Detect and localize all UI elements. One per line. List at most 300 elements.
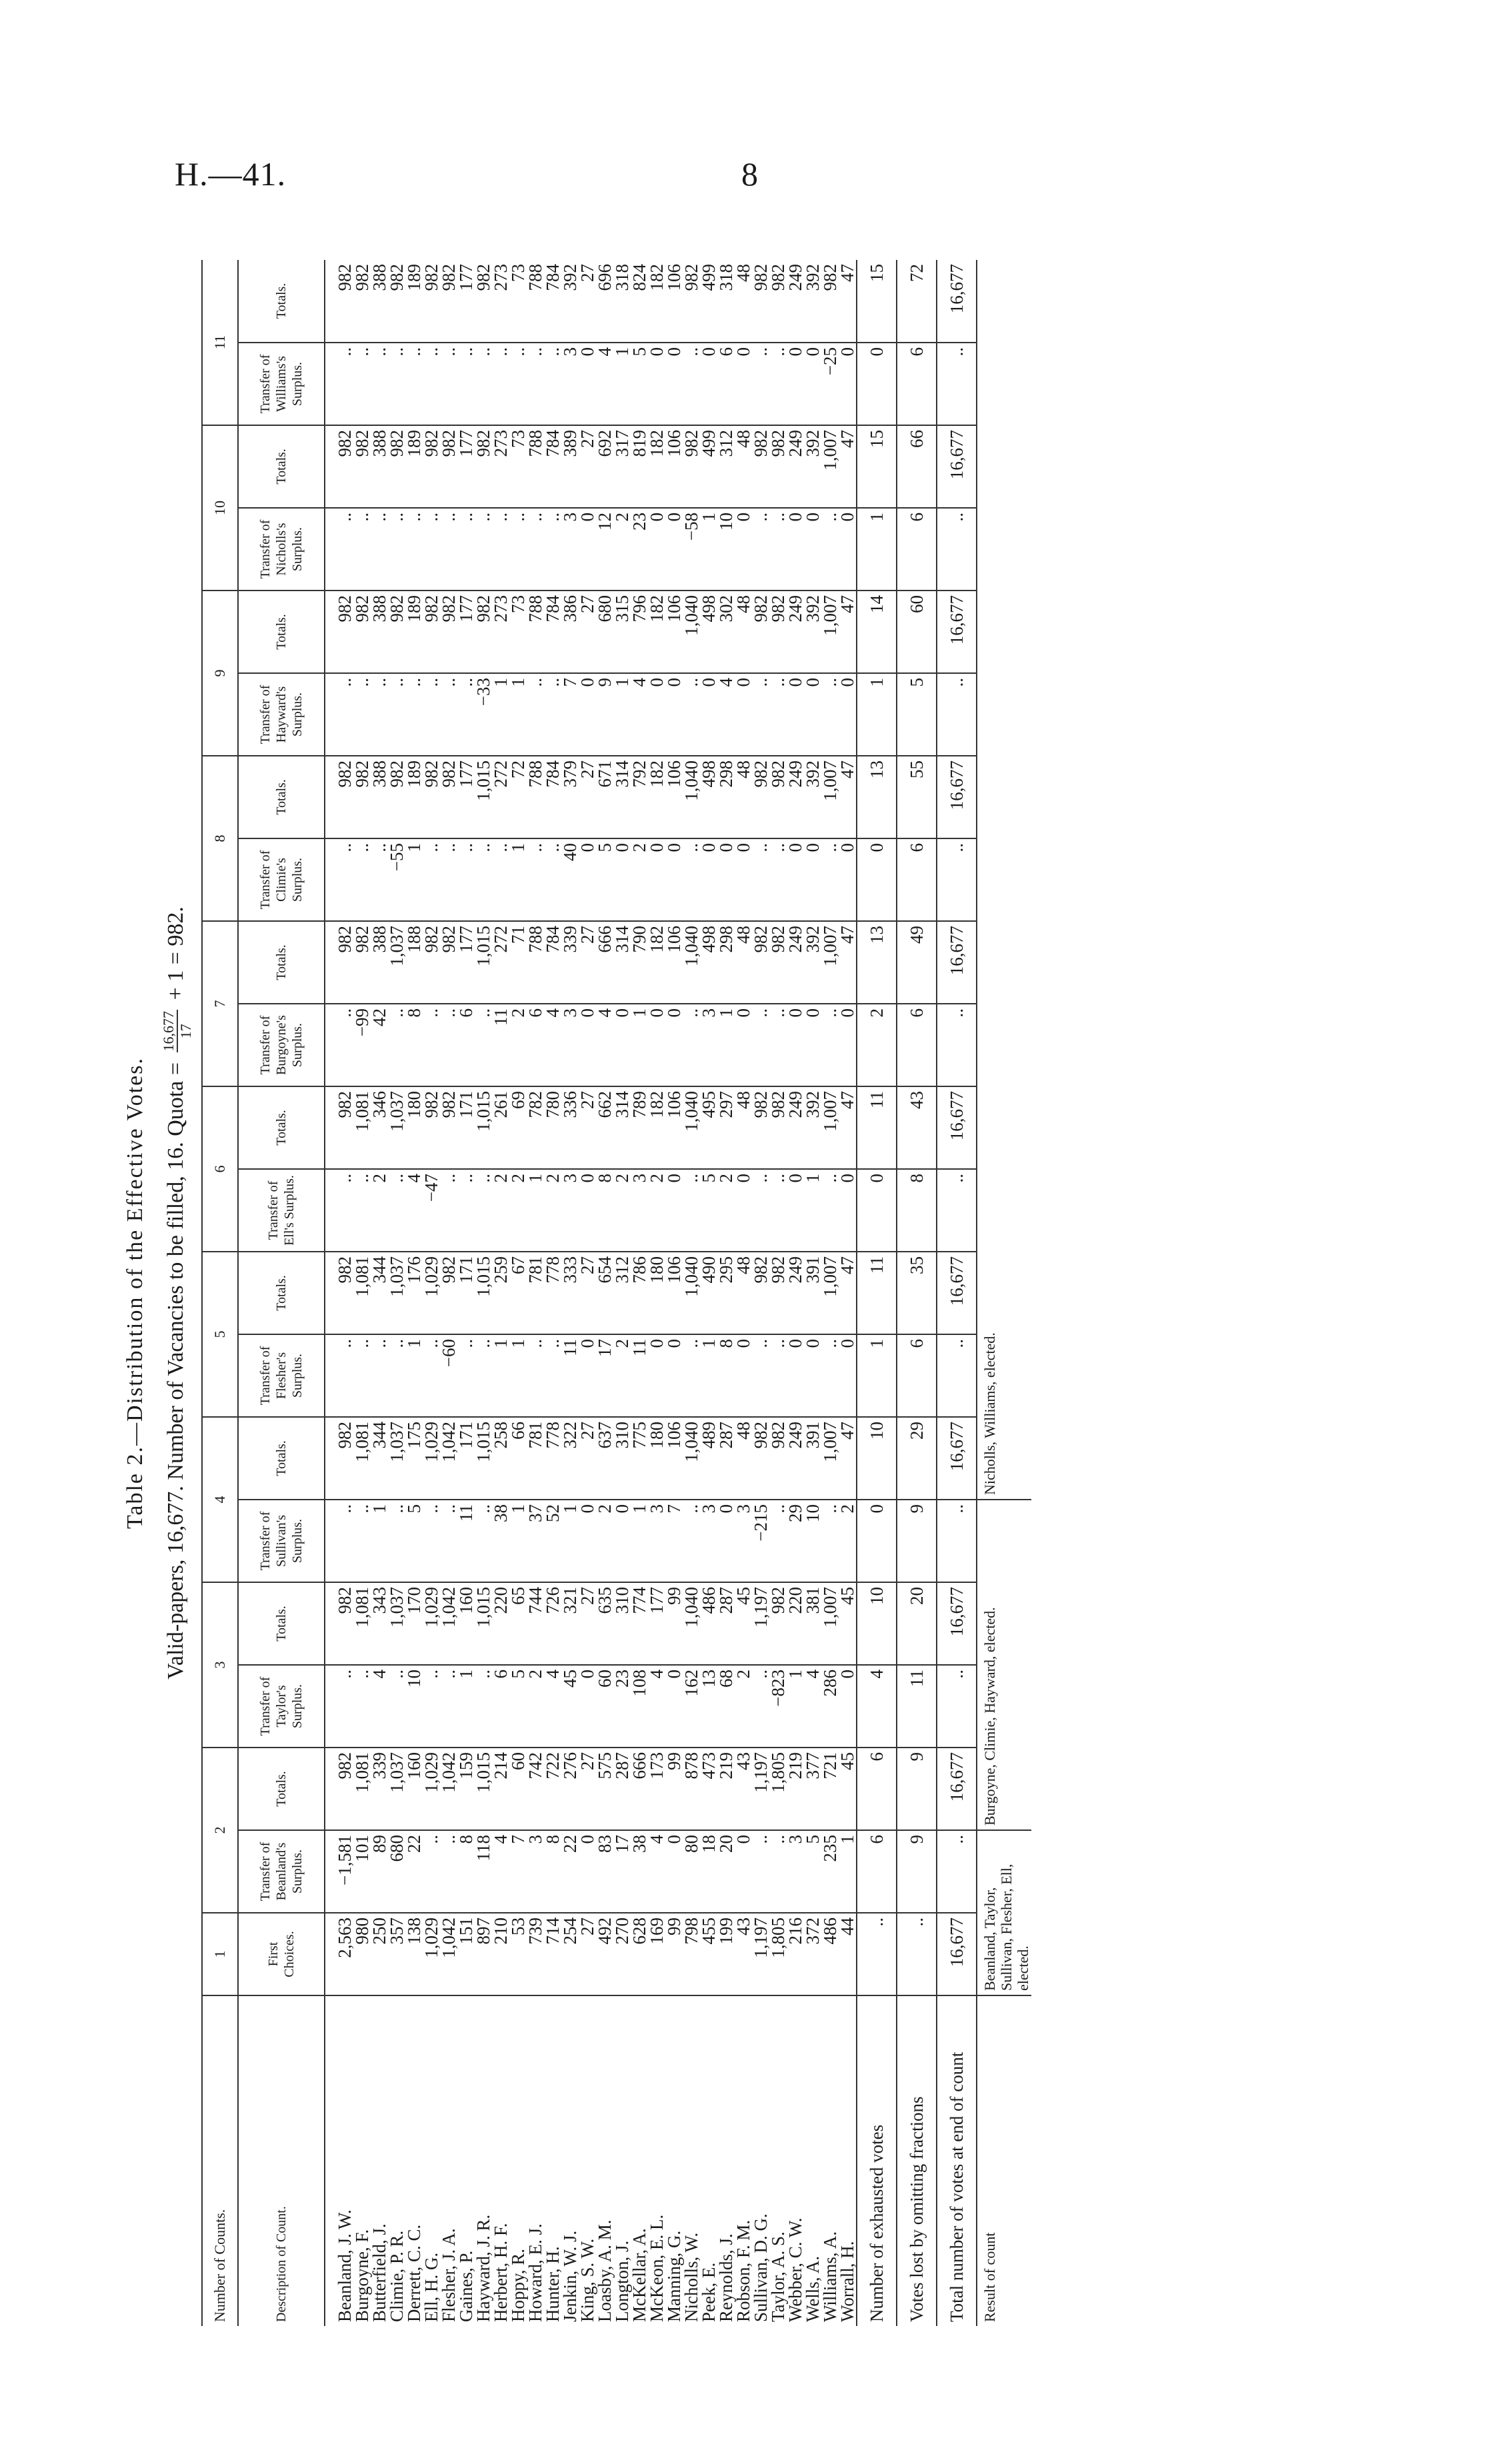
vote-cell: 1,081: [353, 1252, 371, 1334]
vote-cell: 160: [457, 1582, 475, 1665]
vote-cell: ..: [423, 508, 440, 591]
vote-cell: 176: [405, 1252, 423, 1334]
vote-cell: 4: [544, 1665, 561, 1748]
summary-cell: 0: [857, 1169, 897, 1252]
vote-cell: 1,007: [821, 756, 839, 838]
column-subheader: Totals.: [238, 756, 325, 838]
vote-cell: 52: [544, 1500, 561, 1582]
count-number: 7: [202, 921, 238, 1086]
vote-cell: 1,015: [475, 756, 492, 838]
vote-cell: 297: [717, 1086, 735, 1169]
vote-cell: 2: [613, 508, 631, 591]
vote-cell: 47: [839, 1252, 857, 1334]
vote-cell: 0: [735, 1004, 752, 1086]
vote-cell: 182: [648, 921, 665, 1004]
vote-cell: ..: [457, 343, 475, 425]
vote-cell: ..: [423, 343, 440, 425]
vote-cell: 1: [561, 1500, 579, 1582]
vote-cell: 982: [769, 1086, 787, 1169]
vote-cell: 1,040: [683, 1252, 700, 1334]
vote-cell: 789: [631, 1086, 648, 1169]
vote-cell: ..: [544, 673, 561, 756]
vote-cell: 897: [475, 1913, 492, 1995]
vote-cell: 27: [579, 1252, 596, 1334]
vote-cell: 0: [839, 508, 857, 591]
vote-cell: 495: [700, 1086, 717, 1169]
vote-cell: 637: [596, 1417, 613, 1500]
result-label: Result of count: [977, 1995, 1031, 2326]
vote-cell: 169: [648, 1913, 665, 1995]
vote-cell: 982: [752, 260, 769, 343]
vote-cell: 108: [631, 1665, 648, 1748]
vote-cell: ..: [769, 1830, 787, 1913]
vote-cell: 0: [839, 838, 857, 921]
vote-cell: 1,042: [440, 1582, 457, 1665]
summary-cell: 6: [897, 343, 937, 425]
table-row: [509, 260, 527, 2326]
candidate-name: Beanland, J. W.: [335, 2209, 355, 2322]
vote-cell: 249: [787, 1252, 804, 1334]
vote-cell: 1: [631, 1500, 648, 1582]
vote-cell: 177: [457, 260, 475, 343]
vote-cell: 298: [717, 756, 735, 838]
summary-cell: 16,677: [937, 1913, 977, 1995]
vote-cell: 189: [405, 756, 423, 838]
column-subheader: Totals.: [238, 1417, 325, 1500]
vote-cell: 173: [648, 1748, 665, 1830]
vote-cell: 106: [665, 921, 683, 1004]
page-number: 8: [741, 155, 758, 193]
vote-cell: 0: [717, 838, 735, 921]
vote-cell: 235: [821, 1830, 839, 1913]
vote-cell: 1,042: [440, 1748, 457, 1830]
vote-cell: 982: [769, 756, 787, 838]
vote-cell: 388: [371, 591, 388, 673]
vote-cell: 377: [804, 1748, 821, 1830]
vote-cell: ..: [821, 1004, 839, 1086]
vote-cell: 982: [423, 1086, 440, 1169]
table-row: [717, 260, 735, 2326]
vote-cell: 13: [700, 1665, 717, 1748]
vote-cell: 0: [613, 1004, 631, 1086]
vote-cell: ..: [440, 1500, 457, 1582]
vote-cell: 982: [475, 425, 492, 508]
vote-cell: ..: [353, 1169, 371, 1252]
vote-cell: 220: [787, 1582, 804, 1665]
vote-cell: 0: [787, 838, 804, 921]
vote-cell: 3: [631, 1169, 648, 1252]
quota-suffix: + 1 = 982.: [163, 906, 188, 1000]
summary-cell: 0: [857, 343, 897, 425]
vote-cell: 118: [475, 1830, 492, 1913]
vote-cell: 0: [613, 838, 631, 921]
vote-cell: 214: [492, 1748, 509, 1830]
vote-cell: ..: [752, 1830, 769, 1913]
vote-cell: ..: [371, 673, 388, 756]
vote-cell: 628: [631, 1913, 648, 1995]
vote-cell: ..: [440, 1665, 457, 1748]
column-subheader: Transfer of Hayward's Surplus.: [238, 673, 325, 756]
vote-cell: 272: [492, 921, 509, 1004]
vote-cell: 0: [804, 343, 821, 425]
vote-cell: 498: [700, 756, 717, 838]
vote-cell: 4: [596, 1004, 613, 1086]
table-row: [388, 260, 405, 2326]
vote-cell: 2: [544, 1169, 561, 1252]
vote-cell: 1,007: [821, 1252, 839, 1334]
count-number: 3: [202, 1582, 238, 1748]
vote-cell: ..: [353, 838, 371, 921]
table-row: [613, 260, 631, 2326]
candidate-name: Peek, E.: [699, 2262, 719, 2322]
summary-cell: 16,677: [937, 1748, 977, 1830]
vote-cell: ..: [405, 673, 423, 756]
vote-cell: 20: [717, 1830, 735, 1913]
vote-cell: 0: [648, 673, 665, 756]
vote-cell: 0: [700, 673, 717, 756]
vote-cell: 2: [371, 1169, 388, 1252]
vote-cell: 250: [371, 1913, 388, 1995]
vote-cell: 5: [596, 838, 613, 921]
vote-cell: 982: [752, 1417, 769, 1500]
vote-cell: ..: [527, 1334, 544, 1417]
candidate-name: Williams, A.: [820, 2231, 840, 2322]
vote-cell: 249: [787, 921, 804, 1004]
total-votes-row: [937, 260, 977, 2326]
vote-cell: 388: [371, 425, 388, 508]
column-subheader: Transfer of Climie's Surplus.: [238, 838, 325, 921]
vote-cell: ..: [769, 508, 787, 591]
summary-cell: 8: [897, 1169, 937, 1252]
vote-cell: 48: [735, 591, 752, 673]
vote-cell: 106: [665, 1086, 683, 1169]
summary-cell: ..: [937, 1004, 977, 1086]
vote-cell: 10: [717, 508, 735, 591]
candidate-name: Ell, H. G.: [421, 2252, 441, 2322]
vote-cell: 249: [787, 1417, 804, 1500]
quota-numerator: 16,677: [160, 1010, 177, 1052]
count-number: 5: [202, 1252, 238, 1417]
vote-cell: ..: [388, 343, 405, 425]
vote-cell: 982: [325, 1252, 353, 1334]
vote-cell: 8: [717, 1334, 735, 1417]
vote-cell: ..: [683, 1169, 700, 1252]
vote-cell: 0: [648, 838, 665, 921]
vote-cell: 27: [579, 756, 596, 838]
vote-cell: ..: [821, 838, 839, 921]
vote-cell: ..: [492, 508, 509, 591]
vote-cell: 48: [735, 921, 752, 1004]
exhausted-votes-row: [857, 260, 897, 2326]
vote-cell: 286: [821, 1665, 839, 1748]
vote-cell: 2: [613, 1169, 631, 1252]
summary-cell: 5: [897, 673, 937, 756]
vote-cell: ..: [752, 838, 769, 921]
vote-cell: 784: [544, 756, 561, 838]
vote-cell: 780: [544, 1086, 561, 1169]
candidate-name: Taylor, A. S.: [768, 2231, 788, 2322]
table-row: [561, 260, 579, 2326]
summary-cell: 6: [897, 1334, 937, 1417]
vote-cell: ..: [475, 1169, 492, 1252]
summary-cell: 1: [857, 1334, 897, 1417]
vote-cell: 788: [527, 591, 544, 673]
vote-cell: ..: [821, 673, 839, 756]
vote-cell: 666: [631, 1748, 648, 1830]
vote-cell: ..: [353, 343, 371, 425]
vote-cell: 680: [596, 591, 613, 673]
vote-cell: 790: [631, 921, 648, 1004]
vote-cell: ..: [325, 343, 353, 425]
candidate-name: Wells, A.: [803, 2255, 823, 2322]
vote-cell: 1,197: [752, 1582, 769, 1665]
summary-cell: ..: [857, 1913, 897, 1995]
vote-cell: ..: [353, 1500, 371, 1582]
vote-cell: ..: [683, 838, 700, 921]
summary-cell: 13: [857, 756, 897, 838]
vote-cell: ..: [388, 1334, 405, 1417]
column-subheader: Totals.: [238, 1086, 325, 1169]
summary-cell: 9: [897, 1830, 937, 1913]
table-row: [787, 260, 804, 2326]
vote-cell: 47: [839, 591, 857, 673]
vote-cell: 982: [440, 425, 457, 508]
summary-cell: 16,677: [937, 425, 977, 508]
vote-cell: 4: [596, 343, 613, 425]
summary-cell: 35: [897, 1252, 937, 1334]
vote-cell: 0: [648, 1004, 665, 1086]
vote-cell: 388: [371, 260, 388, 343]
vote-cell: 182: [648, 425, 665, 508]
vote-cell: 0: [839, 1169, 857, 1252]
vote-cell: 982: [388, 260, 405, 343]
count-number: 6: [202, 1086, 238, 1252]
vote-cell: ..: [769, 1500, 787, 1582]
vote-cell: 106: [665, 425, 683, 508]
column-subheader: Transfer of Taylor's Surplus.: [238, 1665, 325, 1748]
summary-cell: 11: [897, 1665, 937, 1748]
vote-cell: 1,007: [821, 1417, 839, 1500]
vote-cell: 314: [613, 756, 631, 838]
vote-cell: 721: [821, 1748, 839, 1830]
vote-cell: 0: [804, 1004, 821, 1086]
summary-cell: 55: [897, 756, 937, 838]
vote-cell: ..: [325, 1004, 353, 1086]
vote-cell: 22: [405, 1830, 423, 1913]
candidate-name: Hunter, H.: [543, 2246, 563, 2322]
vote-cell: 388: [371, 921, 388, 1004]
vote-cell: 73: [509, 260, 527, 343]
vote-cell: 48: [735, 756, 752, 838]
vote-cell: −60: [440, 1334, 457, 1417]
vote-cell: −47: [423, 1169, 440, 1252]
vote-cell: 3: [561, 508, 579, 591]
vote-cell: 1,040: [683, 591, 700, 673]
vote-cell: 0: [648, 508, 665, 591]
candidate-name: Hoppy, R.: [508, 2248, 528, 2322]
vote-cell: 392: [804, 1086, 821, 1169]
vote-cell: 0: [579, 1500, 596, 1582]
vote-cell: 315: [613, 591, 631, 673]
vote-cell: 982: [423, 260, 440, 343]
count-number: 8: [202, 756, 238, 921]
vote-cell: 1,040: [683, 1582, 700, 1665]
vote-cell: 159: [457, 1748, 475, 1830]
table-row: [752, 260, 769, 2326]
vote-cell: 1: [457, 1665, 475, 1748]
vote-cell: 27: [579, 1913, 596, 1995]
column-subheader: First Choices.: [238, 1913, 325, 1995]
table-row: [596, 260, 613, 2326]
vote-cell: 982: [440, 591, 457, 673]
summary-cell: 0: [857, 1500, 897, 1582]
table-subtitle: [151, 260, 201, 2326]
summary-cell: ..: [937, 1665, 977, 1748]
vote-cell: 258: [492, 1417, 509, 1500]
vote-cell: 0: [787, 1004, 804, 1086]
vote-cell: 8: [544, 1830, 561, 1913]
vote-cell: ..: [544, 838, 561, 921]
vote-cell: ..: [325, 838, 353, 921]
subtitle-text: Valid-papers, 16,677. Number of Vacancies to be filled, 16. Quota =: [163, 1062, 188, 1680]
vote-cell: 182: [648, 591, 665, 673]
column-subheader: Transfer of Ell's Surplus.: [238, 1169, 325, 1252]
vote-cell: ..: [475, 1500, 492, 1582]
vote-cell: 0: [665, 1830, 683, 1913]
vote-cell: 680: [388, 1830, 405, 1913]
vote-cell: 486: [821, 1913, 839, 1995]
vote-cell: 662: [596, 1086, 613, 1169]
vote-cell: 0: [735, 343, 752, 425]
result-cell: Burgoyne, Climie, Hayward, elected.: [977, 1500, 1031, 1830]
vote-cell: ..: [371, 1334, 388, 1417]
vote-cell: 7: [665, 1500, 683, 1582]
vote-cell: ..: [821, 1500, 839, 1582]
vote-cell: 5: [509, 1665, 527, 1748]
vote-cell: 696: [596, 260, 613, 343]
summary-cell: ..: [937, 1500, 977, 1582]
column-subheader: Transfer of Burgoyne's Surplus.: [238, 1004, 325, 1086]
vote-cell: ..: [405, 343, 423, 425]
vote-cell: 1,007: [821, 1086, 839, 1169]
vote-cell: 0: [579, 508, 596, 591]
vote-cell: 982: [475, 260, 492, 343]
vote-cell: 635: [596, 1582, 613, 1665]
rotated-table-area: [120, 260, 1393, 2326]
vote-cell: 182: [648, 1086, 665, 1169]
vote-cell: 1,037: [388, 1252, 405, 1334]
vote-cell: 312: [613, 1252, 631, 1334]
vote-cell: 101: [353, 1830, 371, 1913]
vote-cell: 99: [665, 1748, 683, 1830]
vote-cell: 1,037: [388, 921, 405, 1004]
vote-cell: 3: [527, 1830, 544, 1913]
vote-cell: 45: [839, 1748, 857, 1830]
vote-cell: 2: [648, 1169, 665, 1252]
vote-cell: 7: [509, 1830, 527, 1913]
vote-cell: ..: [457, 838, 475, 921]
vote-cell: 27: [579, 1582, 596, 1665]
vote-cell: 2: [509, 1004, 527, 1086]
table-row: [423, 260, 440, 2326]
result-cell: Nicholls, Williams, elected.: [977, 260, 1031, 1500]
vote-cell: 714: [544, 1913, 561, 1995]
table-row: [579, 260, 596, 2326]
vote-cell: 389: [561, 425, 579, 508]
vote-cell: ..: [353, 673, 371, 756]
vote-cell: 1,007: [821, 921, 839, 1004]
vote-cell: 0: [665, 1004, 683, 1086]
vote-cell: 10: [405, 1665, 423, 1748]
vote-cell: 4: [648, 1830, 665, 1913]
vote-cell: 4: [648, 1665, 665, 1748]
vote-cell: 37: [527, 1500, 544, 1582]
count-number: 11: [202, 260, 238, 425]
vote-cell: 73: [509, 425, 527, 508]
vote-cell: ..: [440, 343, 457, 425]
vote-cell: 339: [371, 1748, 388, 1830]
vote-cell: ..: [388, 508, 405, 591]
vote-cell: 0: [735, 1169, 752, 1252]
vote-cell: 1: [509, 1334, 527, 1417]
vote-cell: ..: [423, 1830, 440, 1913]
vote-cell: 0: [787, 508, 804, 591]
vote-cell: 45: [561, 1665, 579, 1748]
vote-cell: 1,037: [388, 1417, 405, 1500]
vote-cell: 3: [561, 1169, 579, 1252]
vote-cell: ..: [475, 1334, 492, 1417]
vote-cell: 0: [579, 1830, 596, 1913]
vote-cell: 982: [325, 1086, 353, 1169]
vote-cell: 982: [752, 425, 769, 508]
vote-cell: ..: [423, 1334, 440, 1417]
vote-cell: 982: [388, 756, 405, 838]
vote-cell: ..: [492, 343, 509, 425]
vote-cell: ..: [325, 1334, 353, 1417]
vote-cell: ..: [475, 1665, 492, 1748]
vote-cell: 1,805: [769, 1913, 787, 1995]
quota-fraction: [161, 1010, 194, 1053]
vote-cell: 69: [509, 1086, 527, 1169]
vote-cell: 0: [839, 1004, 857, 1086]
vote-cell: 343: [371, 1582, 388, 1665]
candidate-name: Sullivan, D. G.: [751, 2213, 771, 2322]
vote-cell: 339: [561, 921, 579, 1004]
vote-cell: ..: [371, 838, 388, 921]
vote-cell: 47: [839, 1086, 857, 1169]
summary-cell: 1: [857, 673, 897, 756]
result-cell: Beanland, Taylor, Sullivan, Flesher, Ell, elected.: [977, 1830, 1031, 1995]
column-subheader: Totals.: [238, 260, 325, 343]
vote-cell: ..: [388, 1004, 405, 1086]
vote-cell: 3: [700, 1004, 717, 1086]
summary-cell: 16,677: [937, 756, 977, 838]
vote-cell: 782: [527, 1086, 544, 1169]
vote-cell: 372: [804, 1913, 821, 1995]
summary-cell: 9: [897, 1748, 937, 1830]
vote-cell: 0: [665, 343, 683, 425]
vote-cell: 1,042: [440, 1913, 457, 1995]
vote-cell: 982: [475, 591, 492, 673]
vote-cell: 982: [325, 756, 353, 838]
candidate-name: Longton, J.: [612, 2240, 632, 2322]
vote-cell: 65: [509, 1582, 527, 1665]
vote-cell: 0: [579, 1334, 596, 1417]
vote-cell: 322: [561, 1417, 579, 1500]
vote-cell: 73: [509, 591, 527, 673]
vote-cell: 48: [735, 1086, 752, 1169]
vote-cell: 0: [735, 673, 752, 756]
